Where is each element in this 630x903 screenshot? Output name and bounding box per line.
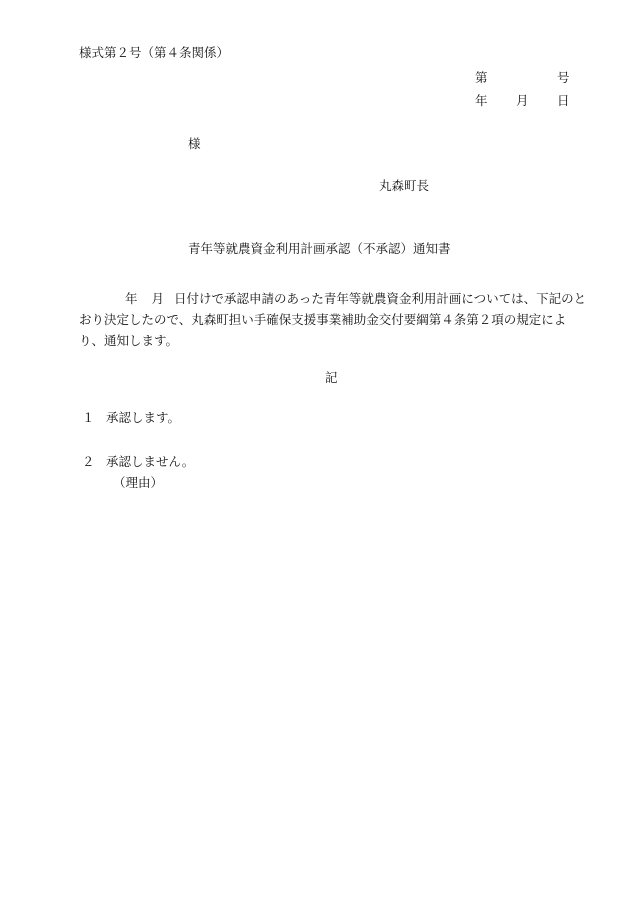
body-month-label: 月 [151, 291, 165, 306]
item-number: １ [82, 410, 95, 425]
ki-heading: 記 [325, 370, 338, 385]
document-number-suffix: 号 [557, 70, 570, 85]
decision-item-approve [82, 412, 180, 425]
body-year-label: 年 [125, 291, 138, 306]
form-identifier: 様式第２号（第４条関係） [79, 45, 230, 60]
date-month-label: 月 [516, 93, 529, 108]
document-title: 青年等就農資金利用計画承認（不承認）通知書 [188, 241, 451, 256]
issuer-name: 丸森町長 [379, 178, 430, 193]
document-number-line [475, 72, 570, 86]
item-number: ２ [82, 454, 95, 469]
document-number-prefix: 第 [475, 70, 488, 85]
item-text: 承認しません。 [106, 454, 195, 469]
reason-label: （理由） [113, 475, 164, 490]
body-paragraph [79, 288, 589, 351]
decision-item-disapprove [82, 456, 194, 469]
item-text: 承認します。 [106, 410, 181, 425]
date-day-label: 日 [557, 93, 570, 108]
body-text-rest: 日付けで承認申請のあった青年等就農資金利用計画については、下記のとおり決定したので、丸森町担い手確保支援事業補助金交付要綱第４条第２項の規定により、通知します。 [79, 291, 587, 348]
date-year-label: 年 [475, 93, 488, 108]
addressee-honorific: 様 [188, 136, 201, 151]
issue-date-line [475, 95, 570, 109]
